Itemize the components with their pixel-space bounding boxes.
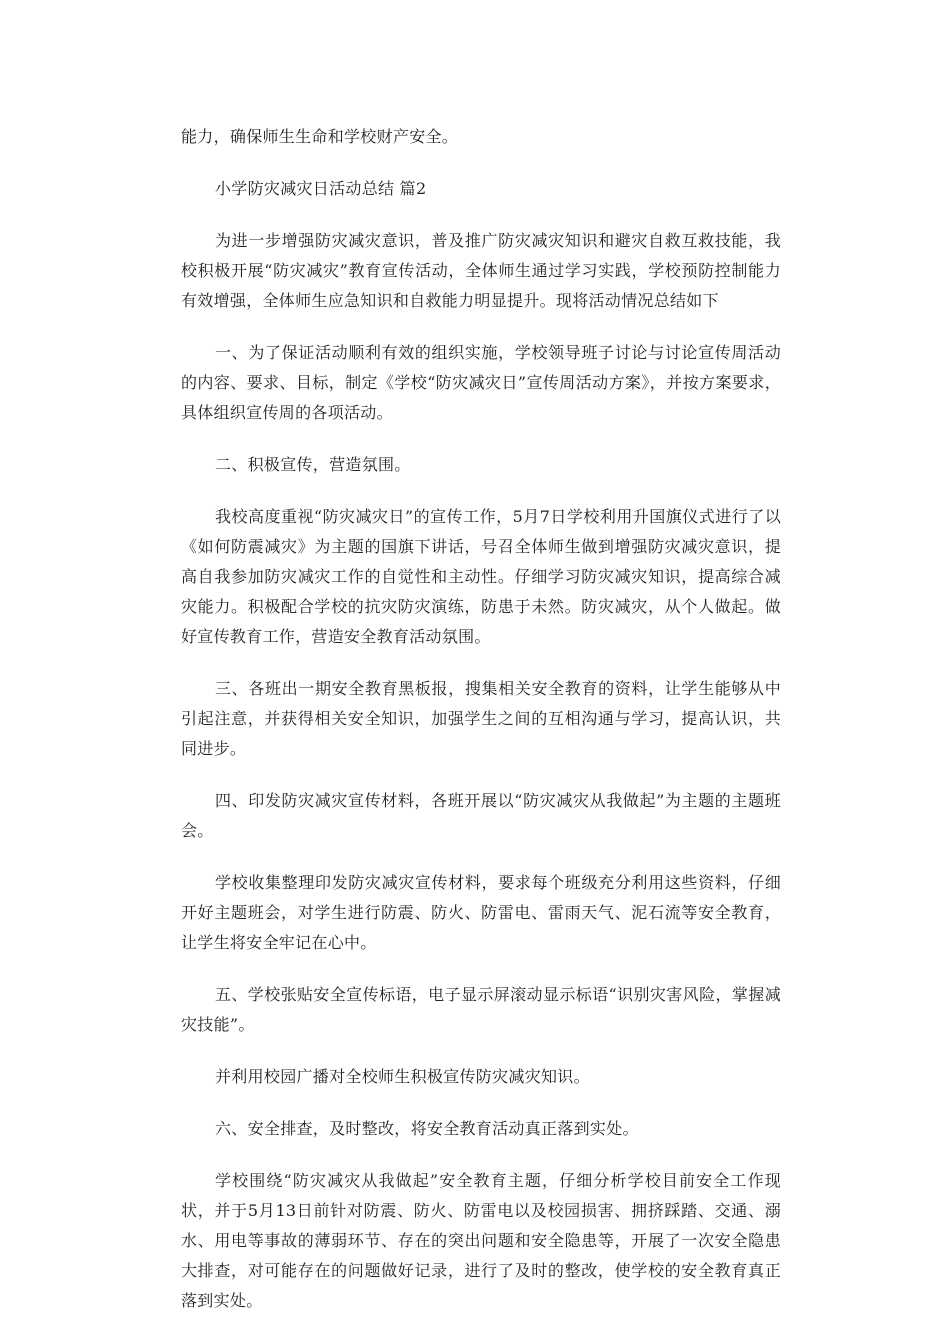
document-body (181, 122, 781, 1316)
section-title: 小学防灾减灾日活动总结 篇2 (215, 179, 427, 198)
paragraph-item-3: 三、各班出一期安全教育黑板报，搜集相关安全教育的资料，让学生能够从中引起注意，并获得相关安全知识，加强学生之间的互相沟通与学习，提高认识，共同进步。 (181, 679, 781, 758)
paragraph-item-4-heading: 四、印发防灾减灾宣传材料，各班开展以“防灾减灾从我做起”为主题的主题班会。 (181, 791, 781, 840)
paragraph-item-2-heading: 二、积极宣传，营造氛围。 (215, 455, 411, 474)
paragraph-item-6-heading: 六、安全排查，及时整改，将安全教育活动真正落到实处。 (215, 1119, 639, 1138)
paragraph-item-6-body: 学校围绕“防灾减灾从我做起”安全教育主题，仔细分析学校目前安全工作现状，并于5月13日前针对防震、防火、防雷电以及校园损害、拥挤踩踏、交通、溺水、用电等事故的薄弱环节、存在的突出问题和安全隐患等，开展了一次安全隐患大排查，对可能存在的问题做好记录，进行了及时的整改，使学校的安全教育真正落到实处。 (181, 1171, 781, 1310)
paragraph-item-2-body: 我校高度重视“防灾减灾日”的宣传工作，5月7日学校利用升国旗仪式进行了以《如何防震减灾》为主题的国旗下讲话，号召全体师生做到增强防灾减灾意识，提高自我参加防灾减灾工作的自觉性和主动性。仔细学习防灾减灾知识，提高综合减灾能力。积极配合学校的抗灾防灾演练，防患于未然。防灾减灾，从个人做起。做好宣传教育工作，营造安全教育活动氛围。 (181, 507, 781, 646)
paragraph-item-4-body: 学校收集整理印发防灾减灾宣传材料，要求每个班级充分利用这些资料，仔细开好主题班会，对学生进行防震、防火、防雷电、雷雨天气、泥石流等安全教育，让学生将安全牢记在心中。 (181, 873, 781, 952)
paragraph-intro: 为进一步增强防灾减灾意识，普及推广防灾减灾知识和避灾自救互救技能，我校积极开展“防灾减灾”教育宣传活动，全体师生通过学习实践，学校预防控制能力有效增强，全体师生应急知识和自救能力明显提升。现将活动情况总结如下 (181, 231, 781, 310)
paragraph-item-5-heading: 五、学校张贴安全宣传标语，电子显示屏滚动显示标语“识别灾害风险，掌握减灾技能”。 (181, 985, 781, 1034)
paragraph-item-1: 一、为了保证活动顺利有效的组织实施，学校领导班子讨论与讨论宣传周活动的内容、要求、目标，制定《学校“防灾减灾日”宣传周活动方案》，并按方案要求，具体组织宣传周的各项活动。 (181, 343, 781, 422)
paragraph-item-5-body: 并利用校园广播对全校师生积极宣传防灾减灾知识。 (215, 1067, 590, 1086)
continuation-paragraph: 能力，确保师生生命和学校财产安全。 (181, 127, 459, 146)
